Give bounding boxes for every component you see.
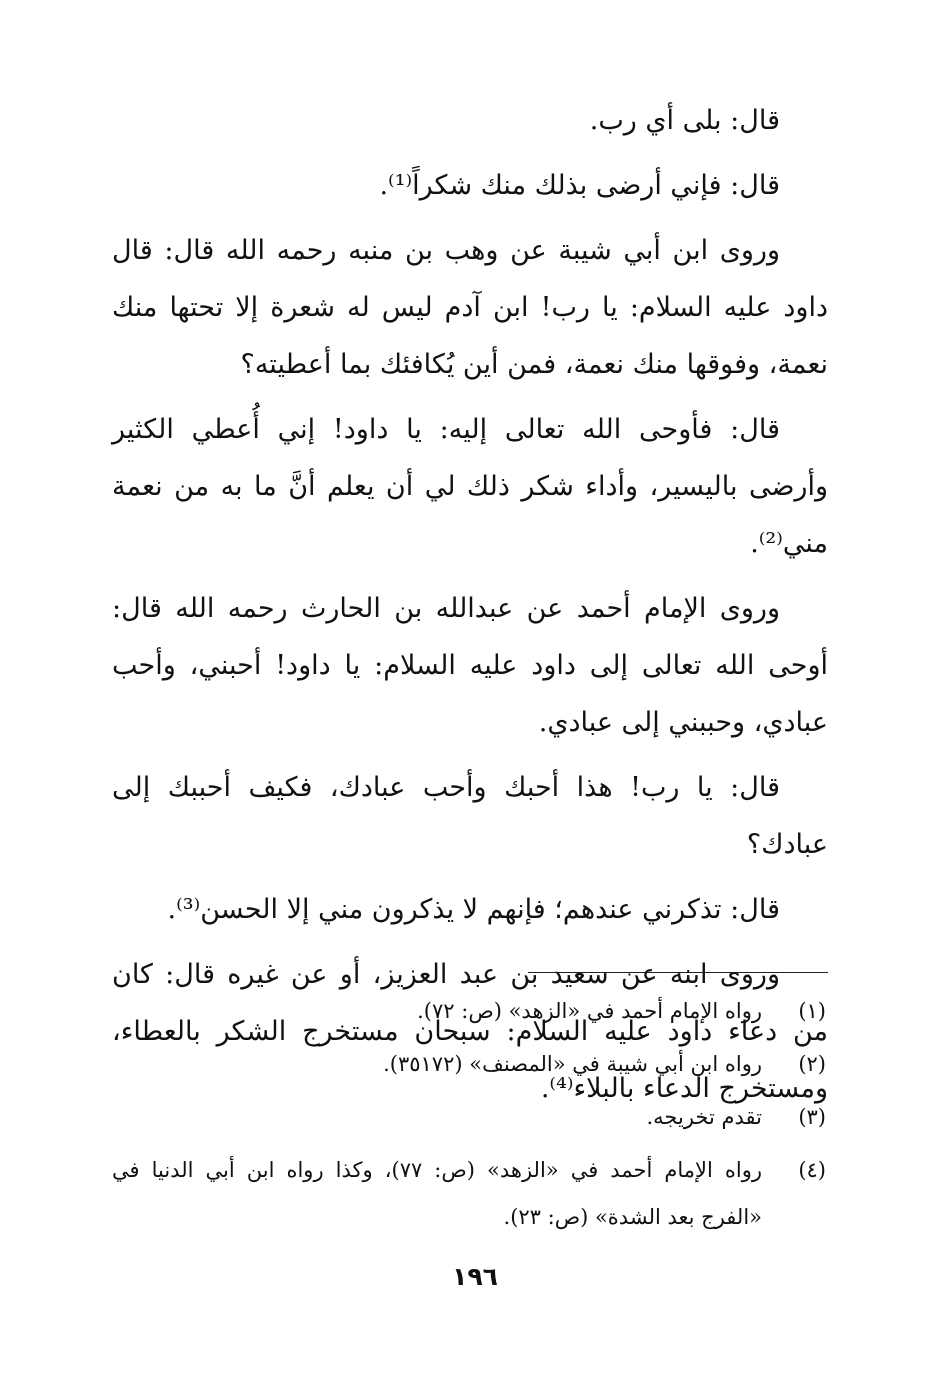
footnote-number: (٤) [798,1158,826,1182]
paragraph: قال: فأوحى الله تعالى إليه: يا داود! إني أُعطي الكثير وأرضى باليسير، وأداء شكر ذلك لي أن يعلم أنَّ ما به من نعمة مني⁽²⁾. [112,414,828,559]
footnote-text: رواه الإمام أحمد في «الزهد» (ص: ٧٧)، وكذا رواه ابن أبي الدنيا في «الفرج بعد الشدة» (ص: ٢٣). [112,1158,762,1229]
footnotes [112,988,828,1247]
paragraph: وروى الإمام أحمد عن عبدالله بن الحارث رحمه الله قال: أوحى الله تعالى إلى داود عليه السلام: يا داود! أحبني، وأحب عبادي، وحببني إلى عبادي. [112,593,828,738]
footnote [112,1147,828,1241]
paragraph: وروى ابن أبي شيبة عن وهب بن منبه رحمه الله قال: قال داود عليه السلام: يا رب! ابن آدم ليس له شعرة إلا تحتها منك نعمة، وفوقها منك نعمة، فمن أين يُكافئك بما أعطيته؟ [112,235,828,380]
paragraph: قال: بلى أي رب. [589,105,780,136]
footnote-separator [528,972,828,973]
footnote [112,988,828,1035]
footnote-number: (٢) [798,1052,826,1076]
paragraph: وروى ابنه عن سعيد بن عبد العزيز، أو عن غيره قال: كان من دعاء داود عليه السلام: سبحان مستخرج الشكر بالعطاء، ومستخرج الدعاء بالبلاء⁽⁴⁾. [112,959,828,1104]
footnote-text: رواه ابن أبي شيبة في «المصنف» (٣٥١٧٢). [383,1052,762,1076]
footnote-number: (١) [798,999,826,1023]
footnote-text: تقدم تخريجه. [646,1105,762,1129]
page-number: ١٩٦ [452,1262,498,1291]
footnote [112,1041,828,1088]
paragraph: قال: فإني أرضى بذلك منك شكراً⁽¹⁾. [379,170,780,201]
footnote-number: (٣) [798,1105,826,1129]
footnote-text: رواه الإمام أحمد في «الزهد» (ص: ٧٢). [417,999,762,1023]
paragraph: قال: يا رب! هذا أحبك وأحب عبادك، فكيف أحببك إلى عبادك؟ [112,772,828,860]
footnote [112,1094,828,1141]
paragraph: قال: تذكرني عندهم؛ فإنهم لا يذكرون مني إلا الحسن⁽³⁾. [167,894,780,925]
main-text [112,92,828,1125]
